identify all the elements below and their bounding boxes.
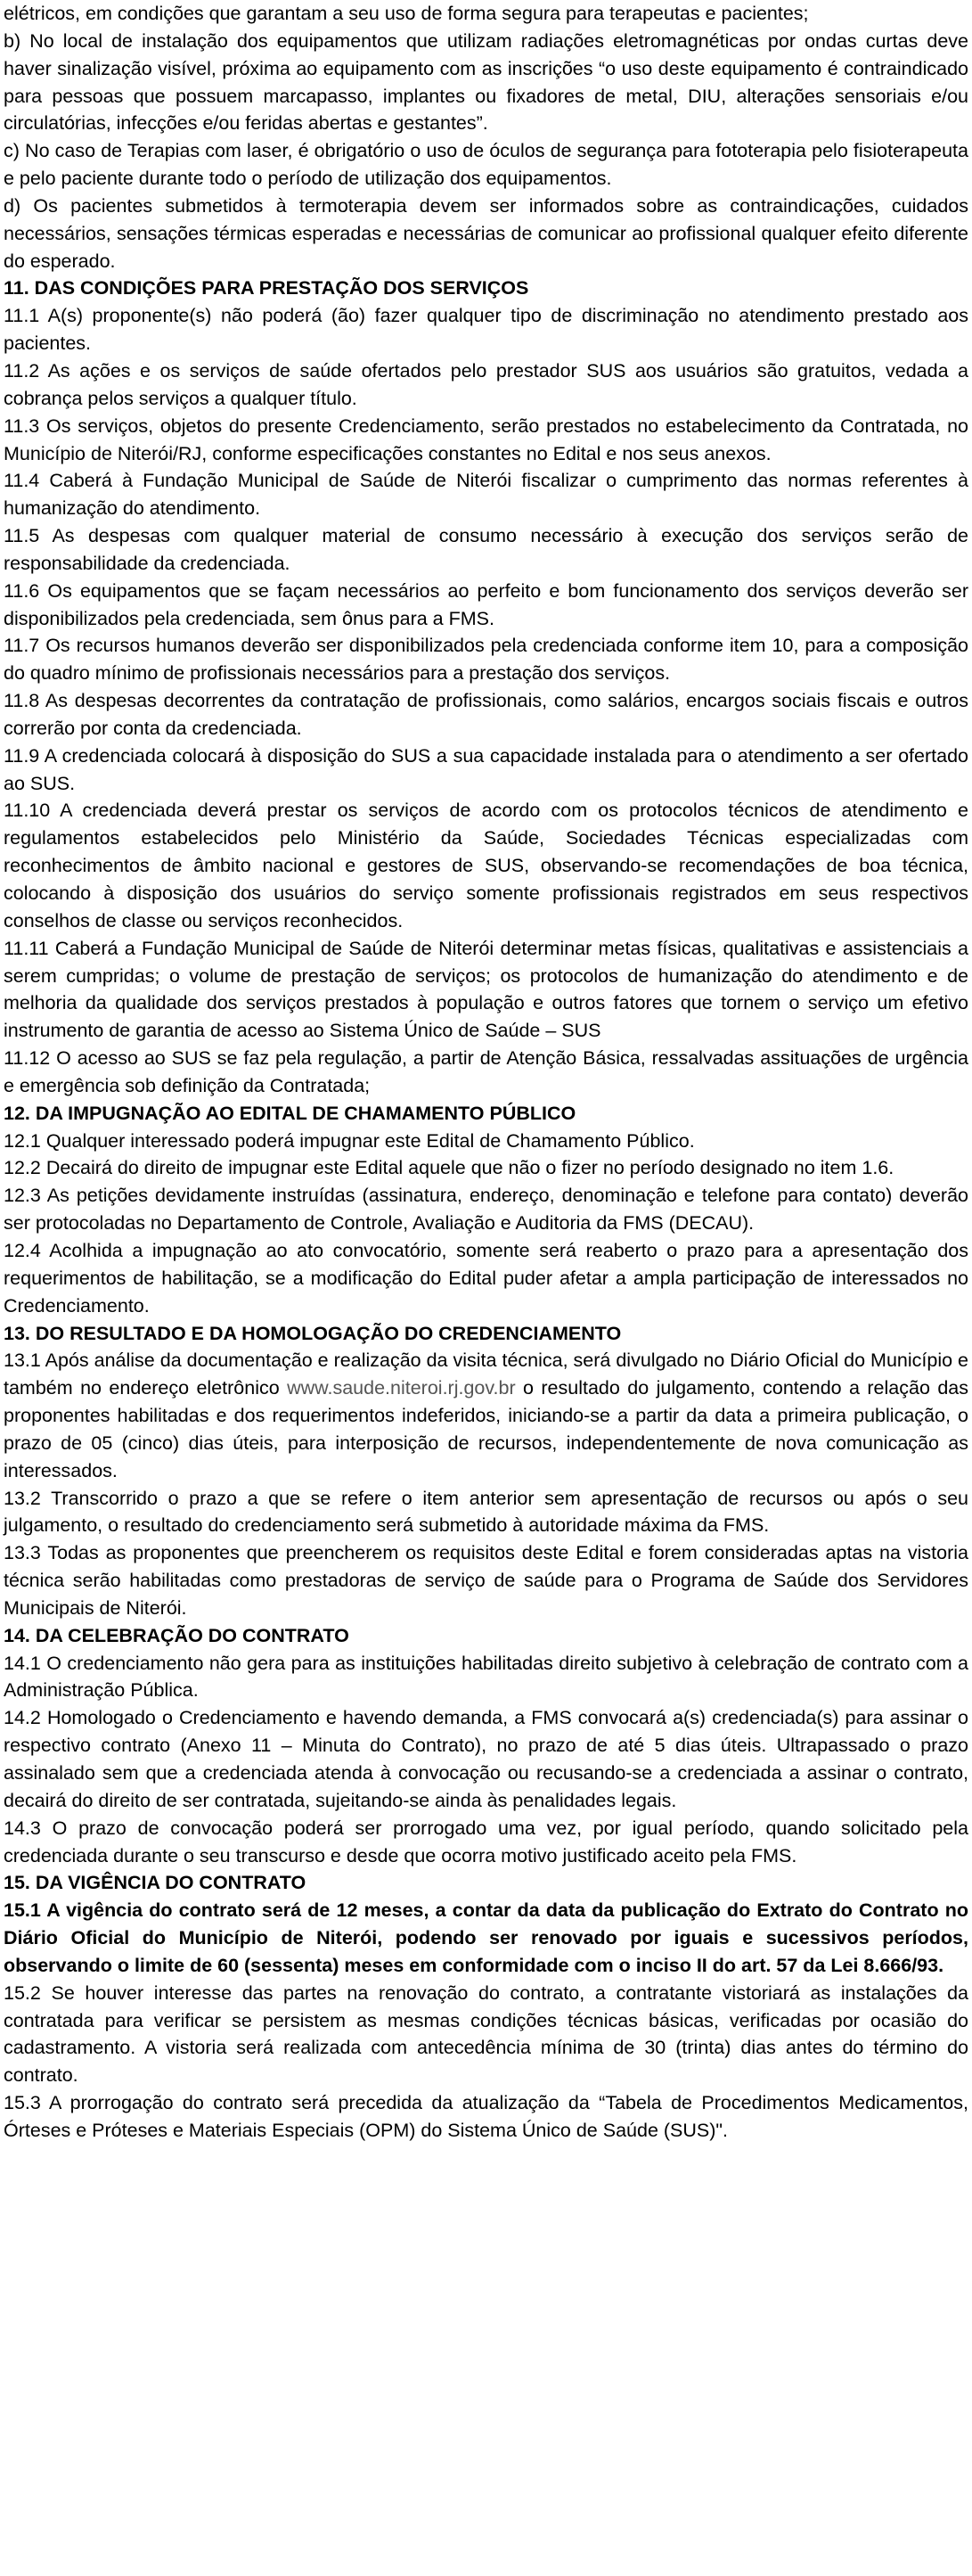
paragraph-intro-c: c) No caso de Terapias com laser, é obrigatório o uso de óculos de segurança para fototerapia pelo fisioterapeuta e pelo paciente durante todo o período de utilização dos equipamentos. bbox=[4, 140, 968, 190]
item-11-10: 11.10 A credenciada deverá prestar os serviços de acordo com os protocolos técnicos de atendimento e regulamentos estabelecidos pelo Ministério da Saúde, Sociedades Técnicas especializadas com reconhecimentos de âmbito nacional e gestores de SUS, observando-se recomendações de boa técnica, colocando à disposição dos usuários do serviço somente profissionais registrados em seus respectivos conselhos de classe ou serviços reconhecidos. bbox=[4, 800, 968, 931]
item-12-2: 12.2 Decairá do direito de impugnar este Edital aquele que não o fizer no período designado no item 1.6. bbox=[4, 1157, 894, 1179]
section-12-heading: 12. DA IMPUGNAÇÃO AO EDITAL DE CHAMAMENTO PÚBLICO bbox=[4, 1102, 576, 1124]
item-11-4: 11.4 Caberá à Fundação Municipal de Saúde de Niterói fiscalizar o cumprimento das normas referentes à humanização do atendimento. bbox=[4, 470, 968, 520]
item-13-1-text-end: o resultado do julgamento, contendo a relação das proponentes habilitadas e dos requerimentos indeferidos, iniciando-se a partir da data a primeira publicação, o prazo de 05 (cinco) dias úteis, para interposição de recursos, independentemente de nova comunicação as interessados. bbox=[4, 1377, 968, 1481]
item-12-4: 12.4 Acolhida a impugnação ao ato convocatório, somente será reaberto o prazo para a apresentação dos requerimentos de habilitação, se a modificação do Edital puder afetar a ampla participação de interessados no Credenciamento. bbox=[4, 1239, 968, 1317]
section-14-heading: 14. DA CELEBRAÇÃO DO CONTRATO bbox=[4, 1624, 349, 1646]
item-11-8: 11.8 As despesas decorrentes da contratação de profissionais, como salários, encargos sociais fiscais e outros correrão por conta da credenciada. bbox=[4, 690, 968, 739]
item-13-2: 13.2 Transcorrido o prazo a que se refere o item anterior sem apresentação de recursos ou após o seu julgamento, o resultado do credenciamento será submetido à autoridade máxima da FMS. bbox=[4, 1487, 968, 1537]
item-11-7: 11.7 Os recursos humanos deverão ser disponibilizados pela credenciada conforme item 10, para a composição do quadro mínimo de profissionais necessários para a prestação dos serviços. bbox=[4, 635, 968, 685]
item-13-3: 13.3 Todas as proponentes que preencherem os requisitos deste Edital e forem consideradas aptas na vistoria técnica serão habilitadas como prestadoras de serviço de saúde para o Programa de Saúde dos Servidores Municipais de Niterói. bbox=[4, 1542, 968, 1619]
item-14-2: 14.2 Homologado o Credenciamento e havendo demanda, a FMS convocará a(s) credenciada(s) para assinar o respectivo contrato (Anexo 11 – Minuta do Contrato), no prazo de até 5 dias úteis. Ultrapassado o prazo assinalado sem que a credenciada atenda à convocação ou recusando-se a credenciada a assinar o contrato, decairá do direito de ser contratada, sujeitando-se ainda às penalidades legais. bbox=[4, 1707, 968, 1811]
item-11-9: 11.9 A credenciada colocará à disposição do SUS a sua capacidade instalada para o atendimento a ser ofertado ao SUS. bbox=[4, 744, 968, 794]
item-12-3: 12.3 As petições devidamente instruídas (assinatura, endereço, denominação e telefone para contato) deverão ser protocoladas no Departamento de Controle, Avaliação e Auditoria da FMS (DECAU). bbox=[4, 1185, 968, 1235]
item-14-3: 14.3 O prazo de convocação poderá ser prorrogado uma vez, por igual período, quando solicitado pela credenciada durante o seu transcurso e desde que ocorra motivo justificado aceito pela FMS. bbox=[4, 1817, 968, 1866]
item-15-1: 15.1 A vigência do contrato será de 12 meses, a contar da data da publicação do Extrato do Contrato no Diário Oficial do Município de Niterói, podendo ser renovado por iguais e sucessivos períodos, observando o limite de 60 (sessenta) meses em conformidade com o inciso II do art. 57 da Lei 8.666/93. bbox=[4, 1899, 968, 1976]
item-11-6: 11.6 Os equipamentos que se façam necessários ao perfeito e bom funcionamento dos serviços deverão ser disponibilizados pela credenciada, sem ônus para a FMS. bbox=[4, 579, 968, 629]
item-11-12: 11.12 O acesso ao SUS se faz pela regulação, a partir de Atenção Básica, ressalvadas assituações de urgência e emergência sob definição da Contratada; bbox=[4, 1047, 968, 1096]
item-12-1: 12.1 Qualquer interessado poderá impugnar este Edital de Chamamento Público. bbox=[4, 1129, 695, 1152]
item-13-1-text-start: 13.1 Após análise da documentação e realização da visita técnica, será divulgado no Diário Oficial do Município e também no endereço eletrônico bbox=[4, 1350, 968, 1399]
paragraph-intro-d: d) Os pacientes submetidos à termoterapia devem ser informados sobre as contraindicações, cuidados necessários, sensações térmicas esperadas e necessárias de comunicar ao profissional qualquer efeito diferente do esperado. bbox=[4, 194, 968, 272]
item-11-11: 11.11 Caberá a Fundação Municipal de Saúde de Niterói determinar metas físicas, qualitativas e assistenciais a serem cumpridas; o volume de prestação de serviços; os protocolos de humanização do atendimento e de melhoria da qualidade dos serviços prestados à população e outros fatores que tornem o serviço um efetivo instrumento de garantia de acesso ao Sistema Único de Saúde – SUS bbox=[4, 937, 968, 1042]
section-15-heading: 15. DA VIGÊNCIA DO CONTRATO bbox=[4, 1872, 306, 1894]
item-11-3: 11.3 Os serviços, objetos do presente Credenciamento, serão prestados no estabelecimento da Contratada, no Município de Niterói/RJ, conforme especificações constantes no Edital e nos seus anexos. bbox=[4, 414, 968, 464]
item-15-2: 15.2 Se houver interesse das partes na renovação do contrato, a contratante vistoriará as instalações da contratada para verificar se persistem as mesmas condições técnicas básicas, verificadas por ocasião do cadastramento. A vistoria será realizada com antecedência mínima de 30 (trinta) dias antes do término do contrato. bbox=[4, 1981, 968, 2087]
item-13-1 bbox=[4, 1347, 968, 1484]
item-11-5: 11.5 As despesas com qualquer material de consumo necessário à execução dos serviços serão de responsabilidade da credenciada. bbox=[4, 525, 968, 574]
item-15-3: 15.3 A prorrogação do contrato será precedida da atualização da “Tabela de Procedimentos Medicamentos, Órteses e Próteses e Materiais Especiais (OPM) do Sistema Único de Saúde (SUS)". bbox=[4, 2092, 968, 2141]
section-13-heading: 13. DO RESULTADO E DA HOMOLOGAÇÃO DO CREDENCIAMENTO bbox=[4, 1322, 622, 1344]
item-11-2: 11.2 As ações e os serviços de saúde ofertados pelo prestador SUS aos usuários são gratuitos, vedada a cobrança pelos serviços a qualquer título. bbox=[4, 359, 968, 409]
item-14-1: 14.1 O credenciamento não gera para as instituições habilitadas direito subjetivo à celebração de contrato com a Administração Pública. bbox=[4, 1652, 968, 1702]
section-11-heading: 11. DAS CONDIÇÕES PARA PRESTAÇÃO DOS SERVIÇOS bbox=[4, 277, 529, 299]
paragraph-intro-b: b) No local de instalação dos equipamentos que utilizam radiações eletromagnéticas por ondas curtas deve haver sinalização visível, próxima ao equipamento com as inscrições “o uso deste equipamento é contraindicado para pessoas que possuem marcapasso, implantes ou fixadores de metal, DIU, alterações sensoriais e/ou circulatórias, infecções e/ou feridas abertas e gestantes”. bbox=[4, 29, 968, 135]
website-link[interactable]: www.saude.niteroi.rj.gov.br bbox=[287, 1377, 516, 1399]
paragraph-intro-a: elétricos, em condições que garantam a seu uso de forma segura para terapeutas e pacientes; bbox=[4, 3, 809, 24]
item-11-1: 11.1 A(s) proponente(s) não poderá (ão) fazer qualquer tipo de discriminação no atendimento prestado aos pacientes. bbox=[4, 305, 968, 355]
